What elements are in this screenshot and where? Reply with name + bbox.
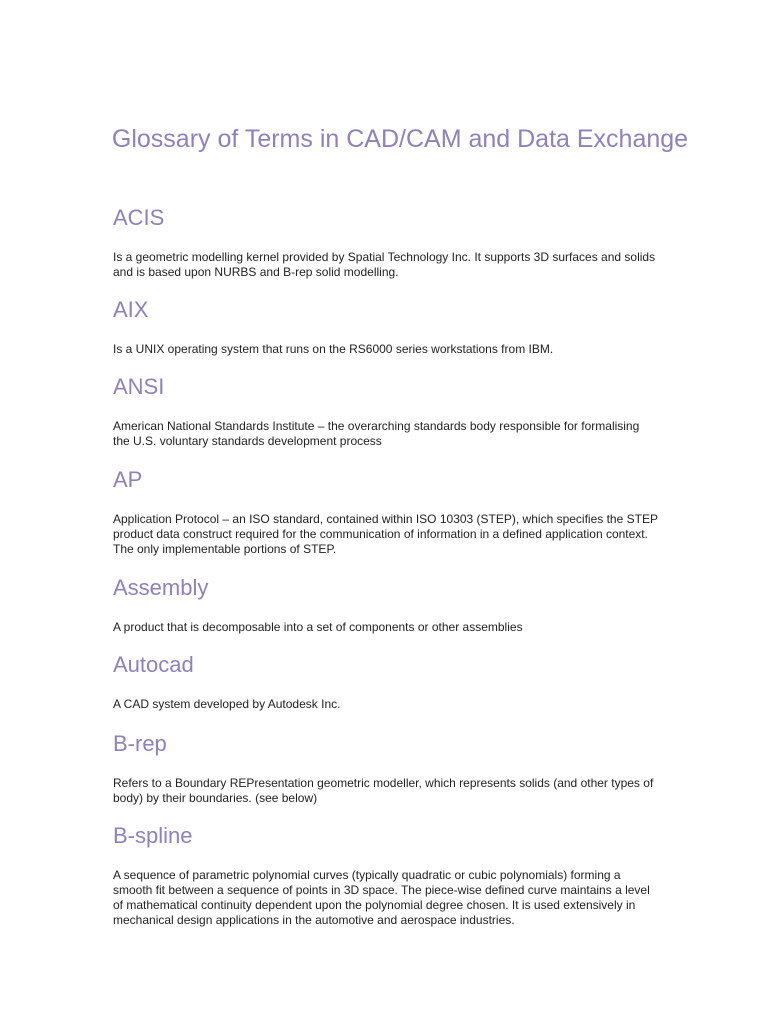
term-heading-b-rep: B-rep: [113, 731, 167, 756]
term-definition-b-spline: A sequence of parametric polynomial curves (typically quadratic or cubic polynomials) forming a smooth fit between a sequence of points in 3D space. The piece-wise defined curve maintains a level of mathematical continuity dependent upon the polynomial degree chosen. It is used extensively in mechanical design applications in the automotive and aerospace industries.: [113, 868, 650, 927]
term-definition-ap: Application Protocol – an ISO standard, contained within ISO 10303 (STEP), which specifies the STEP product data construct required for the communication of information in a defined application context. The only implementable portions of STEP.: [113, 512, 658, 556]
term-definition-autocad: A CAD system developed by Autodesk Inc.: [113, 697, 341, 711]
term-heading-ansi: ANSI: [113, 374, 165, 399]
term-heading-acis: ACIS: [113, 205, 165, 230]
term-heading-assembly: Assembly: [113, 575, 209, 600]
term-heading-b-spline: B-spline: [113, 823, 193, 848]
term-definition-aix: Is a UNIX operating system that runs on the RS6000 series workstations from IBM.: [113, 342, 554, 356]
term-definition-b-rep: Refers to a Boundary REPresentation geometric modeller, which represents solids (and other types of body) by their boundaries. (see below): [113, 776, 654, 805]
term-heading-ap: AP: [113, 467, 143, 492]
term-definition-ansi: American National Standards Institute – the overarching standards body responsible for formalising the U.S. voluntary standards development process: [113, 419, 640, 448]
term-heading-autocad: Autocad: [113, 652, 194, 677]
document-title: Glossary of Terms in CAD/CAM and Data Exchange: [111, 125, 689, 153]
term-definition-assembly: A product that is decomposable into a set of components or other assemblies: [113, 620, 523, 634]
term-heading-aix: AIX: [113, 297, 149, 322]
term-definition-acis: Is a geometric modelling kernel provided by Spatial Technology Inc. It supports 3D surfaces and solids and is based upon NURBS and B-rep solid modelling.: [113, 250, 656, 279]
